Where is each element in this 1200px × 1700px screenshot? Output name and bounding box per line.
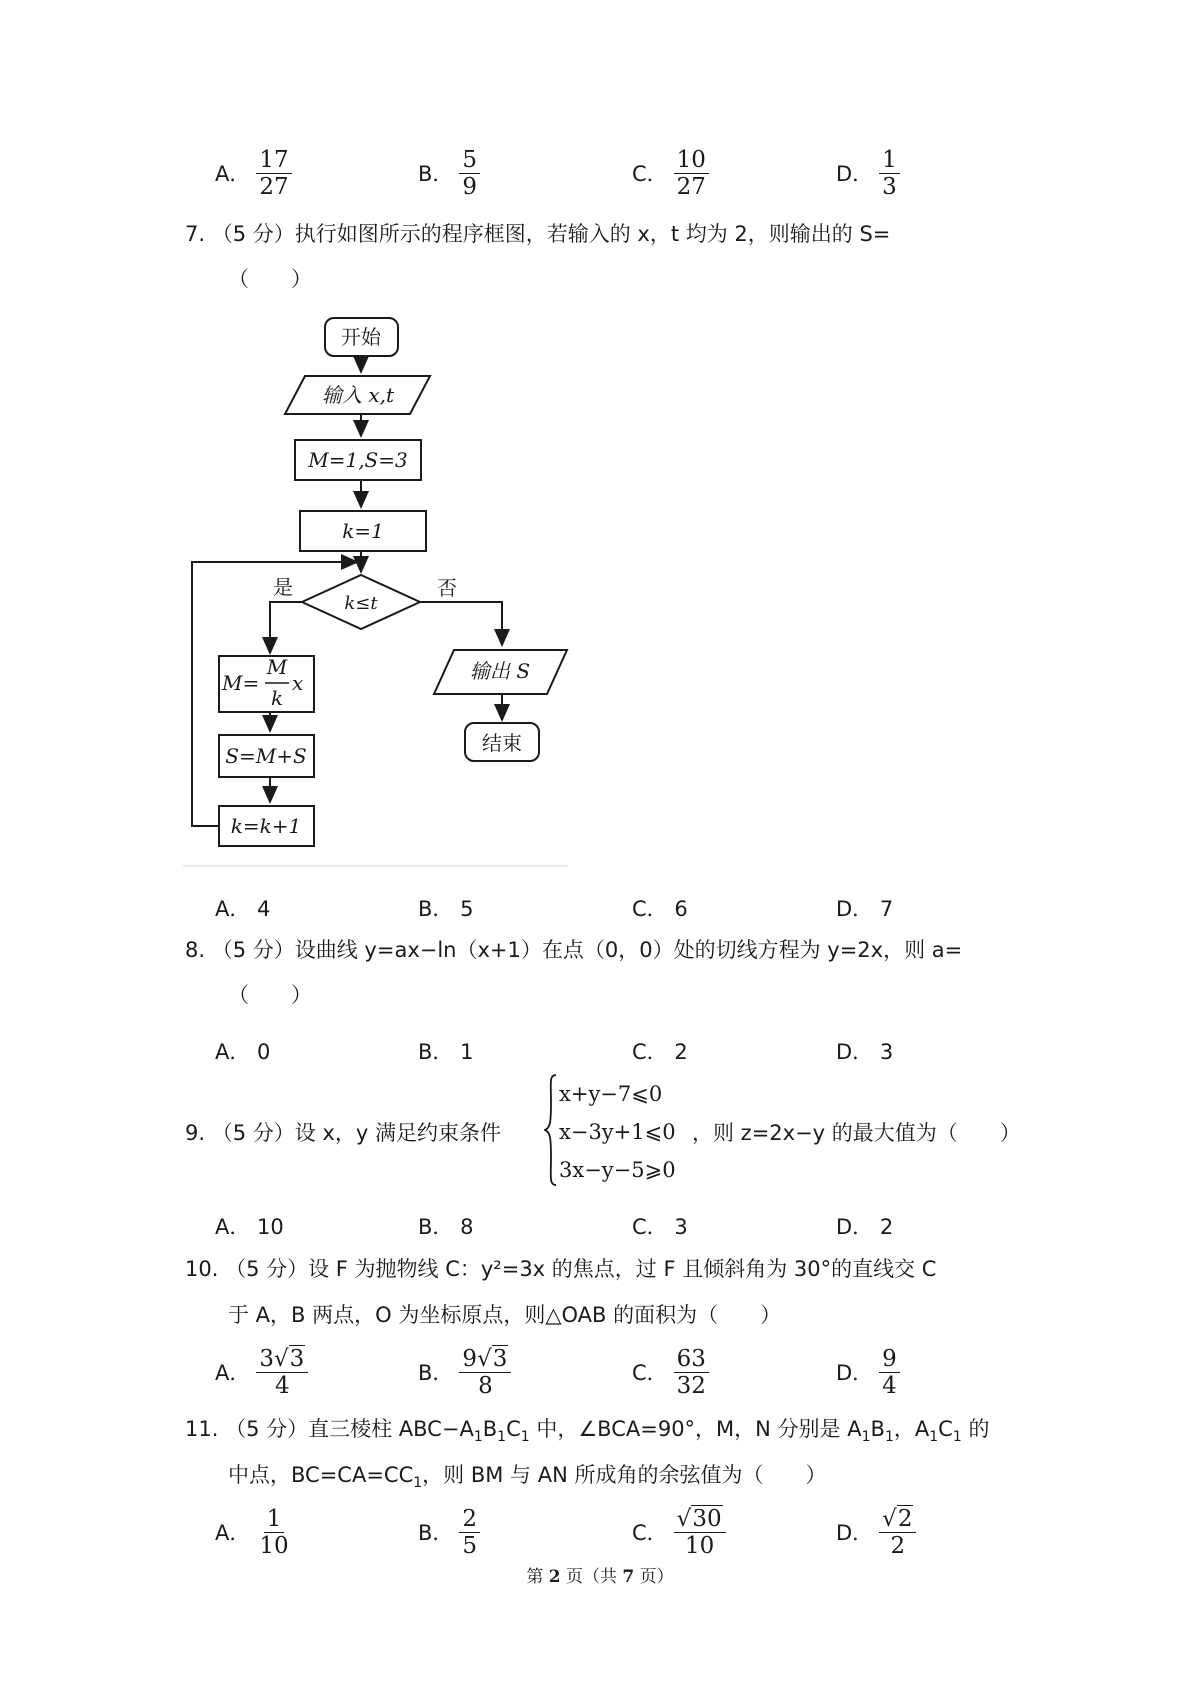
q10-option-d: D． $\frac{9}{4}$ bbox=[836, 1340, 900, 1404]
flowchart-m-x: x bbox=[292, 671, 304, 695]
fraction: $\frac{2}{5}$ bbox=[459, 1506, 480, 1559]
constraint-1: x+y−7⩽0 bbox=[559, 1082, 663, 1106]
question-8-text: 8. （5 分）设曲线 y=ax−ln（x+1）在点（0，0）处的切线方程为 y=2x，则 a= bbox=[185, 938, 963, 962]
question-7-text: 7. （5 分）执行如图所示的程序框图，若输入的 x，t 均为 2，则输出的 S= bbox=[185, 222, 891, 246]
fraction: $\frac{√2}{2}$ bbox=[879, 1506, 916, 1559]
question-9-suffix: ，则 z=2x−y 的最大值为（ ） bbox=[692, 1121, 1021, 1145]
q6-option-d: D． $\frac{1}{3}$ bbox=[836, 141, 900, 205]
brace-icon bbox=[544, 1073, 558, 1187]
flowchart-condition-label: k≤t bbox=[344, 593, 378, 614]
fraction: $\frac{3√3}{4}$ bbox=[256, 1346, 308, 1399]
flowchart-init-label: M=1,S=3 bbox=[308, 448, 408, 472]
q6-option-b: B． $\frac{5}{9}$ bbox=[418, 141, 480, 205]
flowchart-input-label: 输入 x,t bbox=[321, 383, 395, 407]
fraction: $\frac{9}{4}$ bbox=[879, 1346, 900, 1399]
flowchart-yes-label: 是 bbox=[273, 575, 293, 599]
question-10-line-1: 10. （5 分）设 F 为抛物线 C：y²=3x 的焦点，过 F 且倾斜角为 30°的直线交 C bbox=[185, 1257, 937, 1281]
question-11-line-1: 11. （5 分）直三棱柱 $ABC-A_1B_1C_1$ 中，∠BCA=90°，M，N 分别是 $A_1B_1$，$A_1C_1$ 的 bbox=[185, 1417, 990, 1446]
page-footer: 第 2 页（共 7 页） bbox=[526, 1567, 674, 1587]
fraction: $\frac{63}{32}$ bbox=[674, 1346, 709, 1399]
q10-option-a: A． $\frac{3√3}{4}$ bbox=[215, 1340, 308, 1404]
q8-option-c: C． 2 bbox=[632, 1040, 688, 1064]
flowchart-no-label: 否 bbox=[437, 576, 457, 600]
flowchart-k-update-label: k=k+1 bbox=[230, 814, 302, 838]
constraint-system bbox=[559, 1075, 676, 1189]
q7-option-a: A． 4 bbox=[215, 897, 271, 921]
q11-option-b: B． $\frac{2}{5}$ bbox=[418, 1500, 480, 1564]
q11-option-c: C． $\frac{√30}{10}$ bbox=[632, 1500, 726, 1564]
q7-option-b: B． 5 bbox=[418, 897, 474, 921]
fraction: $\frac{5}{9}$ bbox=[459, 147, 480, 200]
question-8-answer-blank: （ ） bbox=[228, 983, 312, 1007]
q7-option-c: C． 6 bbox=[632, 897, 688, 921]
q11-option-a: A． $\frac{1}{10}$ bbox=[215, 1500, 292, 1564]
q9-option-c: C． 3 bbox=[632, 1215, 688, 1239]
flowchart-m-lhs: M= bbox=[222, 671, 260, 695]
flowchart-end-label: 结束 bbox=[482, 731, 522, 755]
question-7-answer-blank: （ ） bbox=[228, 267, 312, 291]
q6-option-c: C． $\frac{10}{27}$ bbox=[632, 141, 709, 205]
question-10-line-2: 于 A，B 两点，O 为坐标原点，则△OAB 的面积为（ ） bbox=[228, 1303, 782, 1327]
q9-option-a: A． 10 bbox=[215, 1215, 284, 1239]
fraction: $\frac{√30}{10}$ bbox=[674, 1506, 726, 1559]
q8-option-b: B． 1 bbox=[418, 1040, 474, 1064]
q9-option-b: B． 8 bbox=[418, 1215, 474, 1239]
question-9-prefix: 9. （5 分）设 x，y 满足约束条件 bbox=[185, 1121, 501, 1145]
q9-option-d: D． 2 bbox=[836, 1215, 894, 1239]
fraction: $\frac{9√3}{8}$ bbox=[459, 1346, 511, 1399]
page-total: 7 bbox=[622, 1567, 635, 1587]
fraction: $\frac{17}{27}$ bbox=[256, 147, 291, 200]
q10-option-b: B． $\frac{9√3}{8}$ bbox=[418, 1340, 511, 1404]
constraint-2: x−3y+1⩽0 bbox=[559, 1120, 676, 1144]
fraction: $\frac{1}{10}$ bbox=[259, 1505, 289, 1559]
q10-option-c: C． $\frac{63}{32}$ bbox=[632, 1340, 709, 1404]
fraction: $\frac{10}{27}$ bbox=[674, 147, 709, 200]
q6-option-a: A． $\frac{17}{27}$ bbox=[215, 141, 292, 205]
q8-option-d: D． 3 bbox=[836, 1040, 894, 1064]
q11-option-d: D． $\frac{√2}{2}$ bbox=[836, 1500, 916, 1564]
constraint-3: 3x−y−5⩾0 bbox=[559, 1158, 676, 1182]
q8-option-a: A． 0 bbox=[215, 1040, 271, 1064]
flowchart-output-label: 输出 S bbox=[469, 659, 531, 683]
flowchart-s-update-label: S=M+S bbox=[225, 744, 307, 768]
flowchart-m-num: M bbox=[266, 655, 288, 679]
flowchart-m-den: k bbox=[270, 686, 284, 710]
page-number: 2 bbox=[548, 1567, 561, 1587]
flowchart-k-init-label: k=1 bbox=[342, 519, 384, 543]
flowchart-start-label: 开始 bbox=[341, 325, 381, 349]
q7-option-d: D． 7 bbox=[836, 897, 894, 921]
fraction: $\frac{1}{3}$ bbox=[879, 147, 900, 200]
question-11-line-2: 中点，$BC=CA=CC_1$，则 BM 与 AN 所成角的余弦值为（ ） bbox=[228, 1463, 827, 1492]
